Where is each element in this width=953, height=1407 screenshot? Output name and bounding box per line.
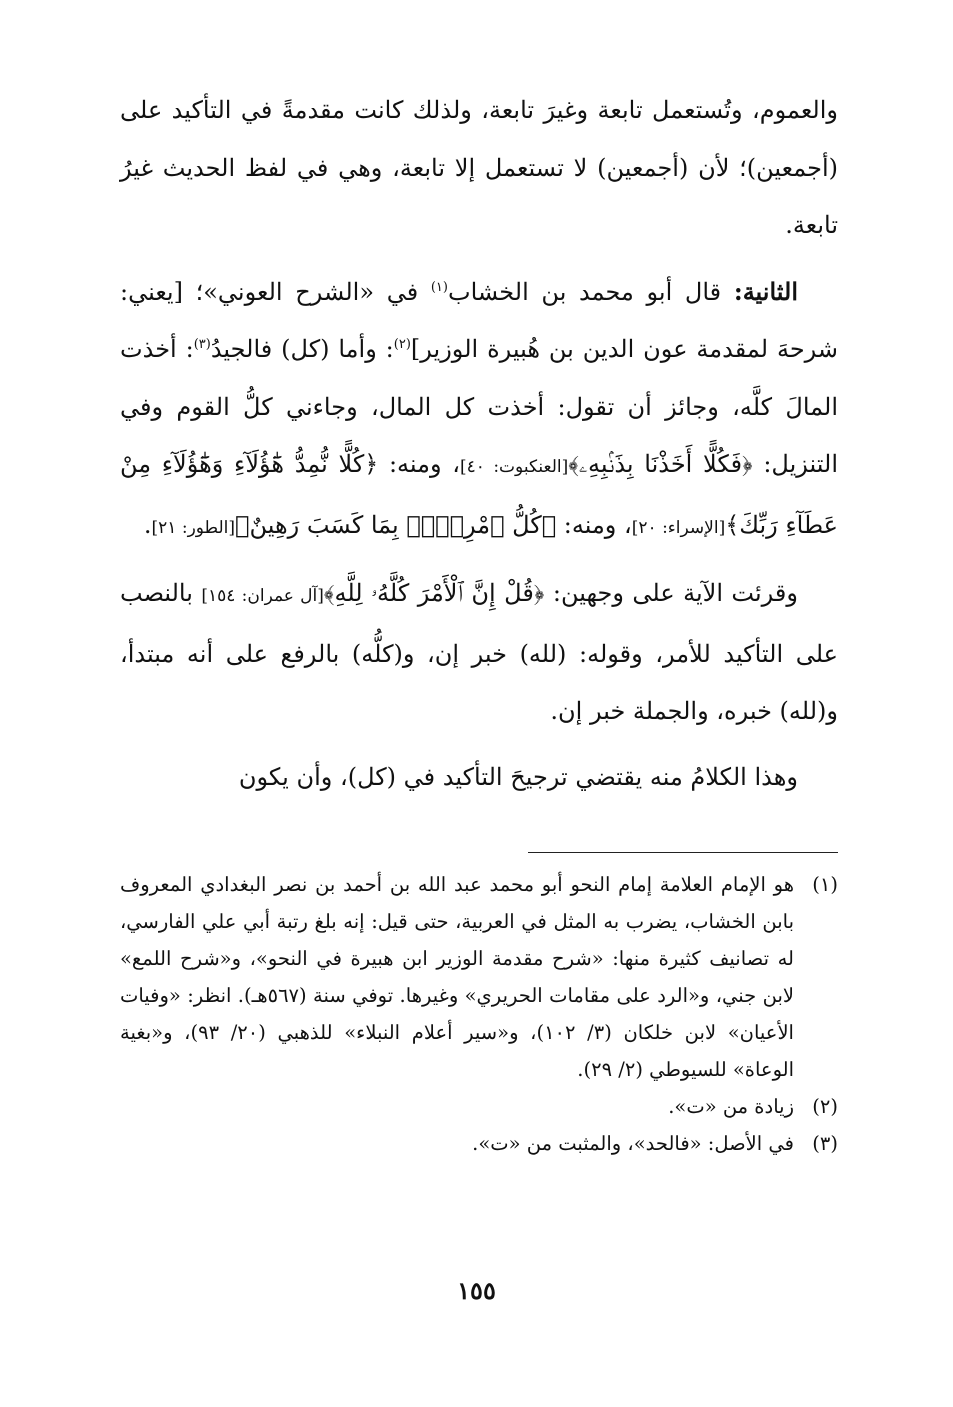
page-number: ١٥٥	[457, 1276, 496, 1305]
main-text	[120, 82, 838, 814]
footnote-marker-1[interactable]: (١)	[430, 279, 448, 295]
text-run: .	[143, 510, 152, 539]
footnote-item	[120, 1125, 838, 1162]
verse-reference: [العنكبوت: ٤٠]	[460, 457, 569, 477]
footnote-number: (١)	[812, 873, 838, 896]
footnote-marker-3[interactable]: (٣)	[193, 337, 211, 352]
footnotes	[120, 866, 838, 1162]
footnote-item	[120, 866, 838, 1088]
footnote-text: زيادة من «ت».	[668, 1095, 794, 1118]
footnote-number: (٣)	[812, 1132, 838, 1155]
text-run: : وأما (كل) فالجيدُ	[210, 335, 394, 363]
footnote-item	[120, 1088, 838, 1125]
verse-reference: [الإسراء: ٢٠]	[631, 517, 726, 538]
paragraph-1: والعموم، وتُستعمل تابعة وغيرَ تابعة، ولذلك كانت مقدمةً في التأكيد على (أجمعين)؛ لأن (أجمعين) لا تستعمل إلا تابعة، وهي في لفظ الحديث غيرُ تابعة.	[120, 96, 838, 239]
quran-verse: ﴿قُلْ إِنَّ ٱلْأَمْرَ كُلَّهُۥ لِلَّهِ﴾	[323, 579, 545, 607]
paragraph-3	[120, 565, 838, 741]
footnote-marker-2[interactable]: (٢)	[393, 337, 411, 352]
paragraph-lead: الثانية:	[733, 276, 799, 306]
text-run: ، ومنه:	[388, 450, 460, 478]
text-run: بالنصب على التأكيد للأمر، وقوله: (لله) خبر إن، و(كلُّه) بالرفع على أنه مبتدأ، و(لله) خبره، والجملة خبر إن.	[120, 579, 838, 725]
paragraph-2	[120, 263, 838, 558]
verse-reference: [آل عمران: ١٥٤]	[201, 586, 324, 606]
quran-verse: ﴿كُلُّ ٱمْرِيٍٕۭ بِمَا كَسَبَ رَهِينٌ﴾	[235, 510, 557, 539]
text-run: : أخذت المالَ كلَّه، وجائز أن تقول: أخذت كل المال، وجاءني كلُّ القوم وفي التنزيل:	[120, 335, 838, 478]
footnote-text: في الأصل: «فالحد»، والمثبت من «ت».	[472, 1132, 794, 1155]
footnote-text: هو الإمام العلامة إمام النحو أبو محمد عبد الله بن أحمد بن نصر البغدادي المعروف بابن الخشاب، يضرب به المثل في العربية، حتى قيل: إنه بلغ رتبة أبي علي الفارسي، له تصانيف كثيرة منها: «شرح مقدمة الوزير ابن هبيرة في النحو»، و«شرح اللمع» لابن جني، و«الرد على مقامات الحريري» وغيرها. توفي سنة (٥٦٧هـ). انظر: «وفيات الأعيان» لابن خلكان (٣/ ١٠٢)، و«سير أعلام النبلاء» للذهبي (٢٠/ ٩٣)، و«بغية الوعاة» للسيوطي (٢/ ٢٩).	[120, 873, 794, 1081]
paragraph-4: وهذا الكلامُ منه يقتضي ترجيحَ التأكيد في (كل)، وأن يكون	[238, 762, 798, 791]
text-run: في «الشرح العوني»؛ [يعني: شرحهَ لمقدمة عون الدين بن هُبيرة الوزير]	[120, 277, 839, 363]
verse-reference: [الطور: ٢١]	[151, 517, 236, 538]
footnote-divider	[528, 852, 838, 853]
text-run: قال أبو محمد بن الخشاب	[447, 277, 722, 306]
quran-verse: ﴿كُلًّا نُّمِدُّ هَٰٓؤُلَآءِ وَهَٰٓؤُلَآءِ مِنْ عَطَآءِ رَبِّكَ﴾	[120, 450, 838, 539]
footnote-number: (٢)	[812, 1095, 838, 1118]
text-run: وقرئت الآية على وجهين:	[552, 579, 798, 607]
text-run: ، ومنه:	[563, 510, 632, 539]
quran-verse: ﴿فَكُلًّا أَخَذْنَا بِذَنۢبِهِۦ﴾	[568, 450, 753, 478]
